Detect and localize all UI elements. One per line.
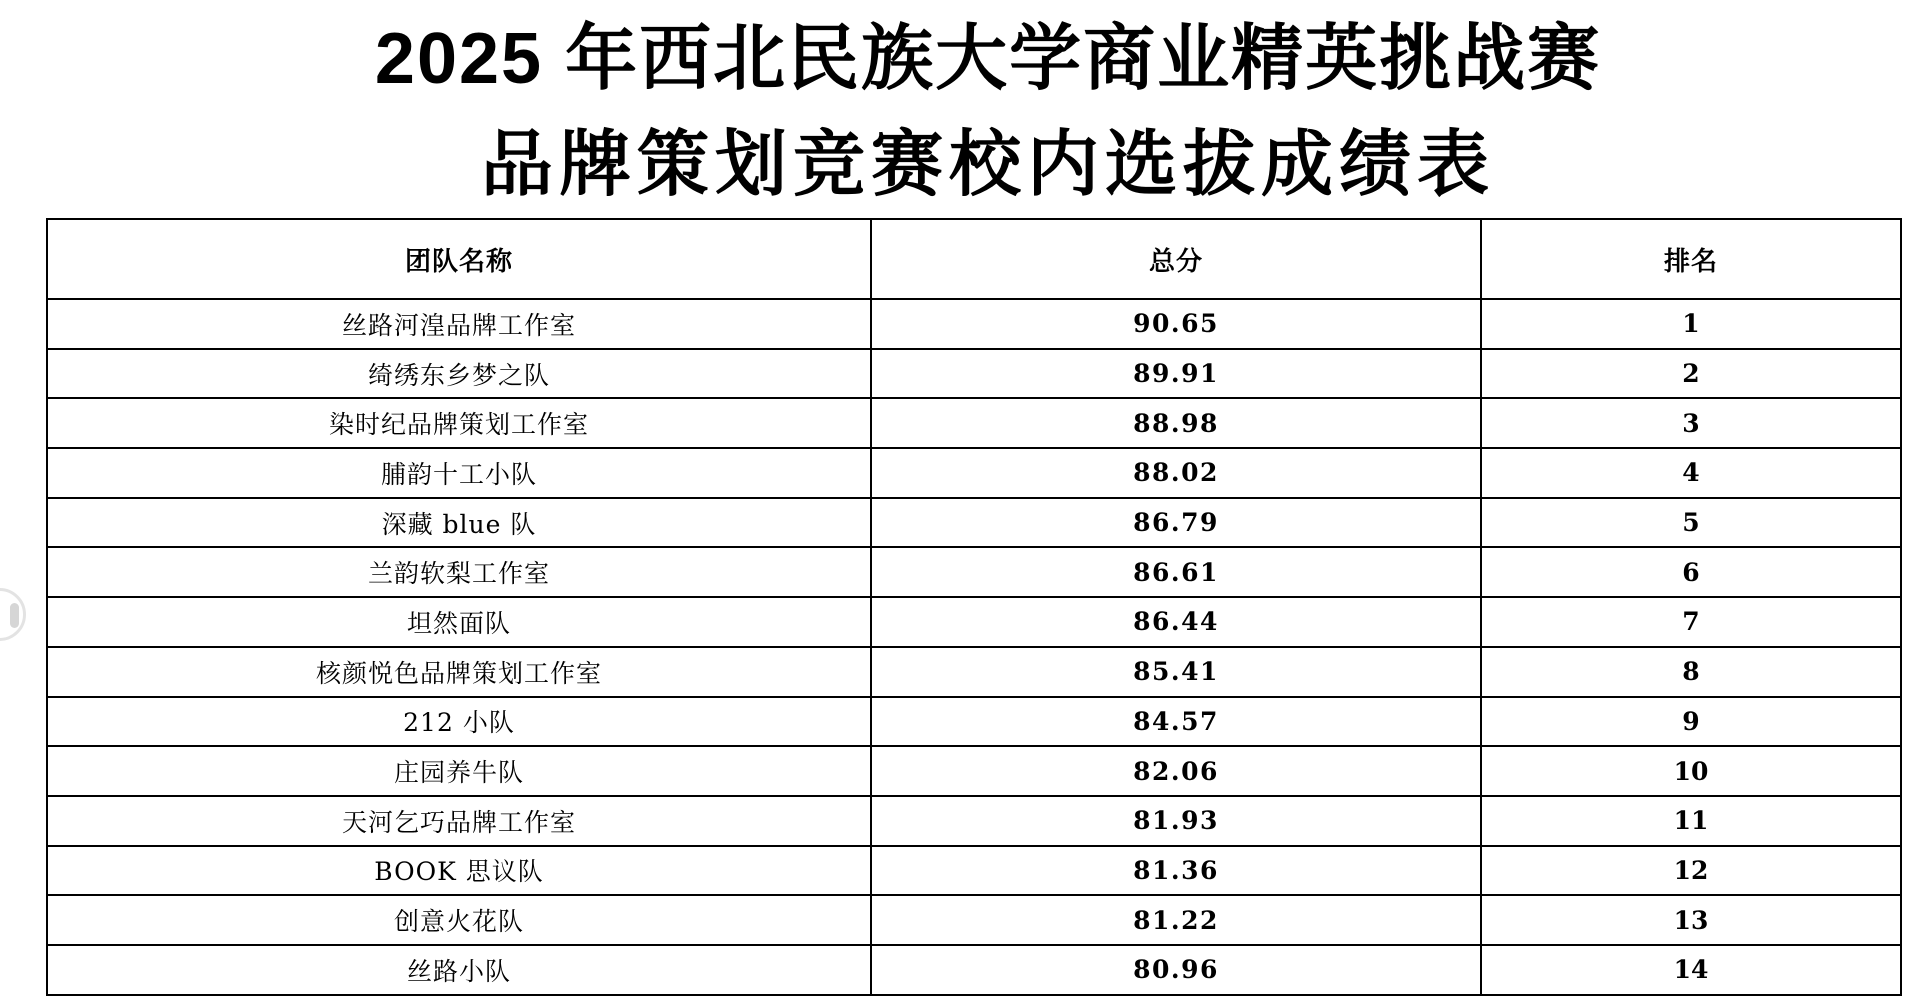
title-line-2: 品牌策划竞赛校内选拔成绩表 — [480, 125, 1495, 205]
table-row — [47, 796, 1901, 846]
table-row — [47, 349, 1901, 399]
total-score-cell: 85.41 — [871, 647, 1481, 697]
team-name-cell: 绮绣东乡梦之队 — [47, 349, 871, 399]
rank-cell: 5 — [1481, 498, 1901, 548]
table-row — [47, 597, 1901, 647]
table-row — [47, 398, 1901, 448]
table-row — [47, 846, 1901, 896]
header-row — [47, 219, 1901, 299]
column-header-team: 团队名称 — [47, 219, 871, 299]
left-edge-float-button[interactable] — [0, 588, 26, 641]
rank-cell: 4 — [1481, 448, 1901, 498]
rank-cell: 7 — [1481, 597, 1901, 647]
total-score-cell: 90.65 — [871, 299, 1481, 349]
rank-cell: 14 — [1481, 945, 1901, 995]
score-table-body — [47, 299, 1901, 995]
column-header-rank: 排名 — [1481, 219, 1901, 299]
table-row — [47, 498, 1901, 548]
rank-cell: 10 — [1481, 746, 1901, 796]
rank-cell: 11 — [1481, 796, 1901, 846]
total-score-cell: 82.06 — [871, 746, 1481, 796]
table-row — [47, 895, 1901, 945]
total-score-cell: 88.02 — [871, 448, 1481, 498]
table-row — [47, 547, 1901, 597]
rank-cell: 1 — [1481, 299, 1901, 349]
table-row — [47, 697, 1901, 747]
rank-cell: 2 — [1481, 349, 1901, 399]
rank-cell: 12 — [1481, 846, 1901, 896]
rank-cell: 6 — [1481, 547, 1901, 597]
score-table — [46, 218, 1902, 996]
document-title — [33, 8, 1910, 216]
team-name-cell: 天河乞巧品牌工作室 — [47, 796, 871, 846]
rank-cell: 8 — [1481, 647, 1901, 697]
rank-cell: 9 — [1481, 697, 1901, 747]
table-row — [47, 299, 1901, 349]
total-score-cell: 89.91 — [871, 349, 1481, 399]
total-score-cell: 80.96 — [871, 945, 1481, 995]
table-row — [47, 647, 1901, 697]
team-name-cell: BOOK 思议队 — [47, 846, 871, 896]
total-score-cell: 88.98 — [871, 398, 1481, 448]
team-name-cell: 深藏 blue 队 — [47, 498, 871, 548]
table-row — [47, 448, 1901, 498]
team-name-cell: 庄园养牛队 — [47, 746, 871, 796]
table-row — [47, 945, 1901, 995]
total-score-cell: 84.57 — [871, 697, 1481, 747]
title-line-1: 2025 年西北民族大学商业精英挑战赛 — [374, 19, 1602, 99]
team-name-cell: 212 小队 — [47, 697, 871, 747]
total-score-cell: 86.79 — [871, 498, 1481, 548]
team-name-cell: 核颜悦色品牌策划工作室 — [47, 647, 871, 697]
team-name-cell: 丝路河湟品牌工作室 — [47, 299, 871, 349]
column-header-score: 总分 — [871, 219, 1481, 299]
total-score-cell: 86.61 — [871, 547, 1481, 597]
pause-bar-icon — [10, 603, 19, 628]
team-name-cell: 丝路小队 — [47, 945, 871, 995]
team-name-cell: 坦然面队 — [47, 597, 871, 647]
rank-cell: 3 — [1481, 398, 1901, 448]
rank-cell: 13 — [1481, 895, 1901, 945]
total-score-cell: 81.36 — [871, 846, 1481, 896]
total-score-cell: 86.44 — [871, 597, 1481, 647]
team-name-cell: 创意火花队 — [47, 895, 871, 945]
team-name-cell: 兰韵软梨工作室 — [47, 547, 871, 597]
table-row — [47, 746, 1901, 796]
team-name-cell: 染时纪品牌策划工作室 — [47, 398, 871, 448]
total-score-cell: 81.93 — [871, 796, 1481, 846]
team-name-cell: 脯韵十工小队 — [47, 448, 871, 498]
score-table-header — [47, 219, 1901, 299]
total-score-cell: 81.22 — [871, 895, 1481, 945]
